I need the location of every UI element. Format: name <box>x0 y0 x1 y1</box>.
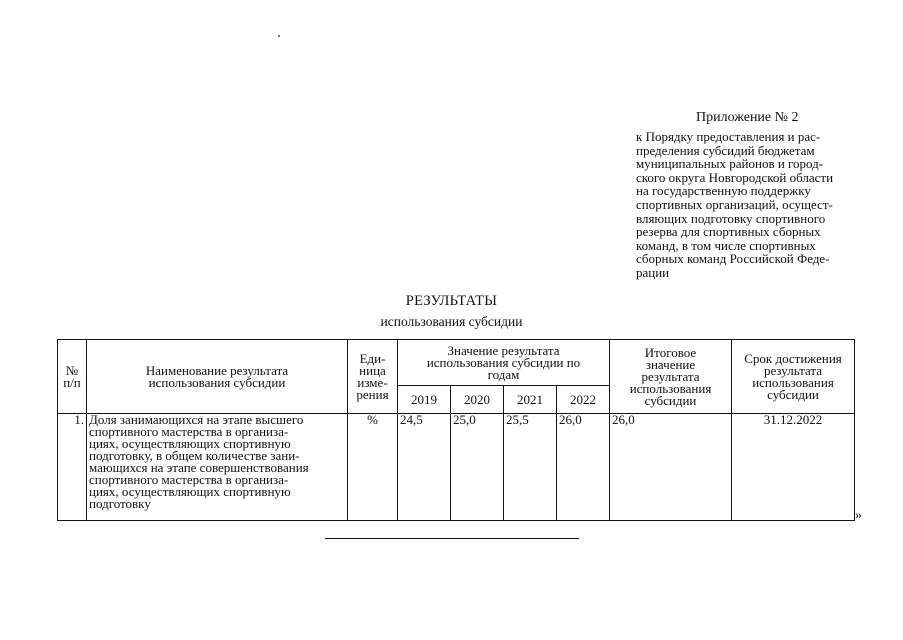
header-deadline <box>732 340 855 414</box>
document-title: РЕЗУЛЬТАТЫ <box>405 293 498 309</box>
header-year-2022: 2022 <box>557 386 610 414</box>
appendix-line: пределения субсидий бюджетам <box>636 142 815 158</box>
row-name-line: Доля занимающихся на этапе высшего <box>89 412 304 427</box>
header-text: № <box>65 362 79 378</box>
appendix-line: на государственную поддержку <box>636 183 811 199</box>
results-table <box>57 339 855 521</box>
header-text: использования <box>629 380 712 396</box>
appendix-number: Приложение № 2 <box>696 110 799 125</box>
header-number <box>58 340 87 414</box>
header-text: использования субсидии <box>148 374 286 390</box>
table-row <box>58 414 855 521</box>
header-year-2019: 2019 <box>398 386 451 414</box>
row-name-line: спортивного мастерства в организа- <box>89 472 289 487</box>
header-year-2020: 2020 <box>451 386 504 414</box>
header-text: п/п <box>63 374 81 390</box>
appendix-line: резерва для спортивных сборных <box>636 224 821 240</box>
appendix-line: спортивных организаций, осущест- <box>636 196 833 212</box>
row-value-2019: 24,5 <box>398 414 451 521</box>
row-deadline: 31.12.2022 <box>732 414 855 521</box>
row-final-value: 26,0 <box>610 414 732 521</box>
row-name-line: мающихся на этапе совершенствования <box>89 460 309 475</box>
header-text: субсидии <box>644 392 697 408</box>
row-unit: % <box>348 414 398 521</box>
row-value-2022: 26,0 <box>557 414 610 521</box>
appendix-line: команд, в том числе спортивных <box>636 237 816 253</box>
header-text: Значение результата <box>447 342 560 358</box>
row-name-line: циях, осуществляющих спортивную <box>89 436 291 451</box>
row-number: 1. <box>58 414 87 521</box>
header-text: результата <box>641 368 700 384</box>
header-text: результата <box>763 362 823 378</box>
header-text: рения <box>356 386 389 402</box>
signature-rule <box>325 538 579 539</box>
row-name-line: спортивного мастерства в организа- <box>89 424 289 439</box>
header-text: изме- <box>357 374 388 390</box>
document-subtitle: использования субсидии <box>380 314 523 329</box>
header-text: Срок достижения <box>744 350 842 366</box>
header-text: годам <box>487 366 520 382</box>
scan-speck <box>278 35 280 37</box>
row-name-line: подготовку <box>89 496 151 511</box>
header-text: Еди- <box>359 350 386 366</box>
appendix-line: ского округа Новгородской области <box>636 169 834 185</box>
appendix-line: к Порядку предоставления и рас- <box>636 129 821 144</box>
header-text: Наименование результата <box>145 362 289 378</box>
appendix-line: вляющих подготовку спортивного <box>636 210 826 226</box>
header-value-by-year <box>398 340 610 386</box>
header-text: Итоговое <box>644 344 697 360</box>
appendix-description <box>636 130 866 280</box>
row-value-2020: 25,0 <box>451 414 504 521</box>
header-result-name <box>87 340 348 414</box>
header-unit <box>348 340 398 414</box>
header-year-2021: 2021 <box>504 386 557 414</box>
header-text: использования <box>752 374 834 390</box>
header-text: ница <box>359 362 386 378</box>
header-text: субсидии <box>767 386 819 402</box>
row-name-line: циях, осуществляющих спортивную <box>89 484 291 499</box>
row-result-name <box>87 414 348 521</box>
header-text: использования субсидии по <box>426 354 581 370</box>
closing-quote: » <box>855 508 862 523</box>
row-name-line: подготовку, в общем количестве зани- <box>89 448 300 463</box>
appendix-line: муниципальных районов и город- <box>636 156 824 172</box>
appendix-line: сборных команд Российской Феде- <box>636 251 830 267</box>
row-value-2021: 25,5 <box>504 414 557 521</box>
appendix-line: рации <box>636 264 670 280</box>
header-text: значение <box>645 356 696 372</box>
header-final-value <box>610 340 732 414</box>
